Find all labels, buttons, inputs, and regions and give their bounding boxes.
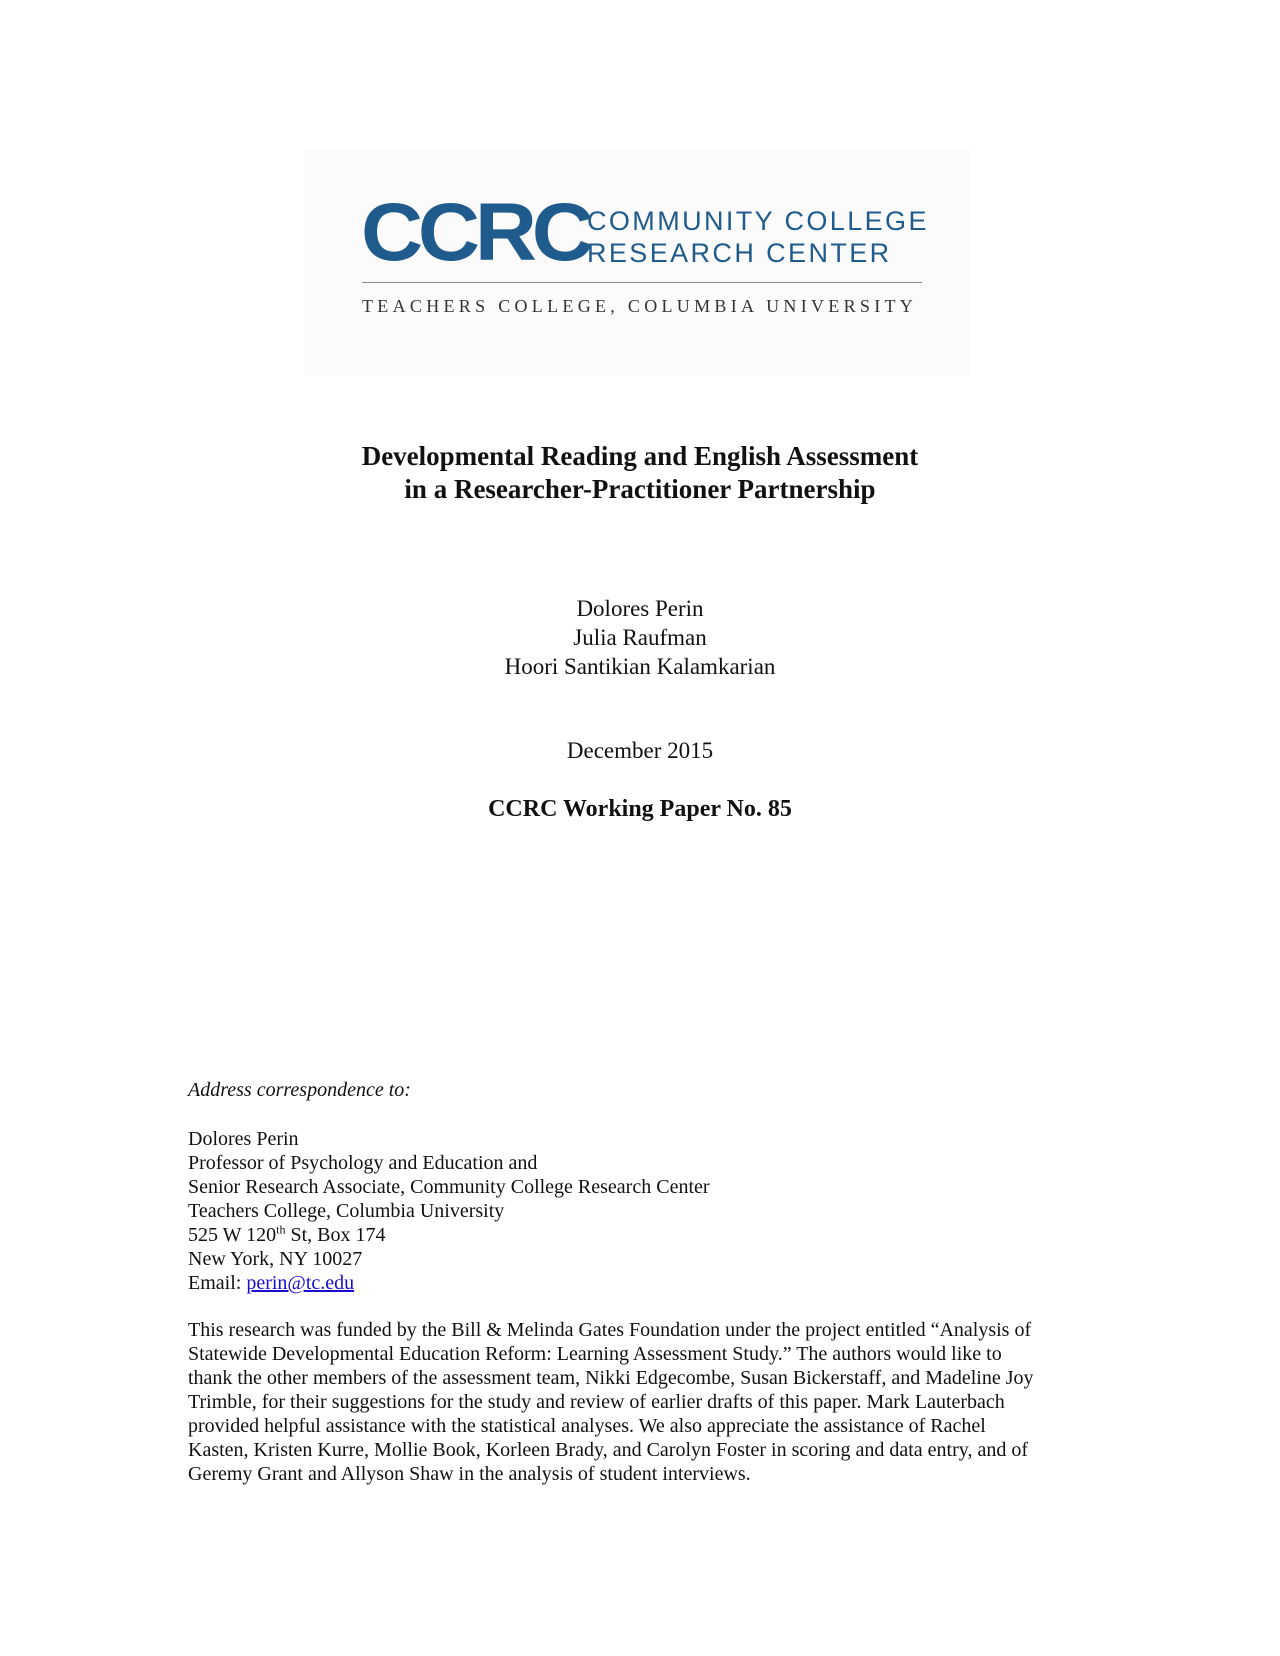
contact-title-line2: Senior Research Associate, Community College Research Center	[188, 1176, 710, 1198]
logo-name	[587, 205, 929, 269]
logo-divider	[362, 282, 922, 283]
logo-mark: CCRC	[361, 187, 589, 278]
working-paper-number: CCRC Working Paper No. 85	[488, 796, 792, 822]
email-label: Email:	[188, 1272, 247, 1294]
contact-name: Dolores Perin	[188, 1128, 299, 1150]
contact-title-line1: Professor of Psychology and Education and	[188, 1152, 538, 1174]
author-name: Dolores Perin	[576, 596, 704, 621]
contact-street	[188, 1223, 710, 1247]
title-line1: Developmental Reading and English Assessment	[361, 441, 919, 471]
document-title	[0, 440, 1280, 506]
logo-name-line1: COMMUNITY COLLEGE	[587, 206, 929, 236]
contact-city: New York, NY 10027	[188, 1248, 363, 1270]
title-line2: in a Researcher-Practitioner Partnership	[404, 474, 876, 504]
email-link[interactable]: perin@tc.edu	[246, 1272, 355, 1294]
street-rest: St, Box 174	[285, 1224, 386, 1246]
funding-line: Geremy Grant and Allyson Shaw in the analysis of student interviews.	[188, 1463, 751, 1485]
correspondence-address	[188, 1127, 710, 1295]
funding-line: Kasten, Kristen Kurre, Mollie Book, Korleen Brady, and Carolyn Foster in scoring and data entry, and of	[188, 1439, 1028, 1461]
funding-line: Statewide Developmental Education Reform: Learning Assessment Study.” The authors would like to	[188, 1343, 1002, 1365]
funding-acknowledgment	[188, 1318, 1088, 1486]
author-name: Julia Raufman	[573, 625, 707, 650]
correspondence-label: Address correspondence to:	[188, 1079, 411, 1101]
funding-line: provided helpful assistance with the statistical analyses. We also appreciate the assistance of Rachel	[188, 1415, 986, 1437]
funding-line: thank the other members of the assessment team, Nikki Edgecombe, Susan Bickerstaff, and Madeline Joy	[188, 1367, 1034, 1389]
funding-line: Trimble, for their suggestions for the study and review of earlier drafts of this paper. Mark Lauterbach	[188, 1391, 1005, 1413]
street-number: 525 W 120	[188, 1224, 277, 1246]
street-ordinal: th	[276, 1222, 286, 1237]
contact-institution: Teachers College, Columbia University	[188, 1200, 505, 1222]
ccrc-logo	[305, 150, 970, 375]
logo-tagline: TEACHERS COLLEGE, COLUMBIA UNIVERSITY	[362, 296, 918, 316]
funding-line: This research was funded by the Bill & Melinda Gates Foundation under the project entitled “Analysis of	[188, 1319, 1032, 1341]
contact-email	[188, 1271, 710, 1295]
publication-date: December 2015	[566, 738, 714, 763]
author-list	[0, 594, 1280, 681]
author-name: Hoori Santikian Kalamkarian	[504, 654, 776, 679]
logo-name-line2: RESEARCH CENTER	[587, 238, 892, 268]
